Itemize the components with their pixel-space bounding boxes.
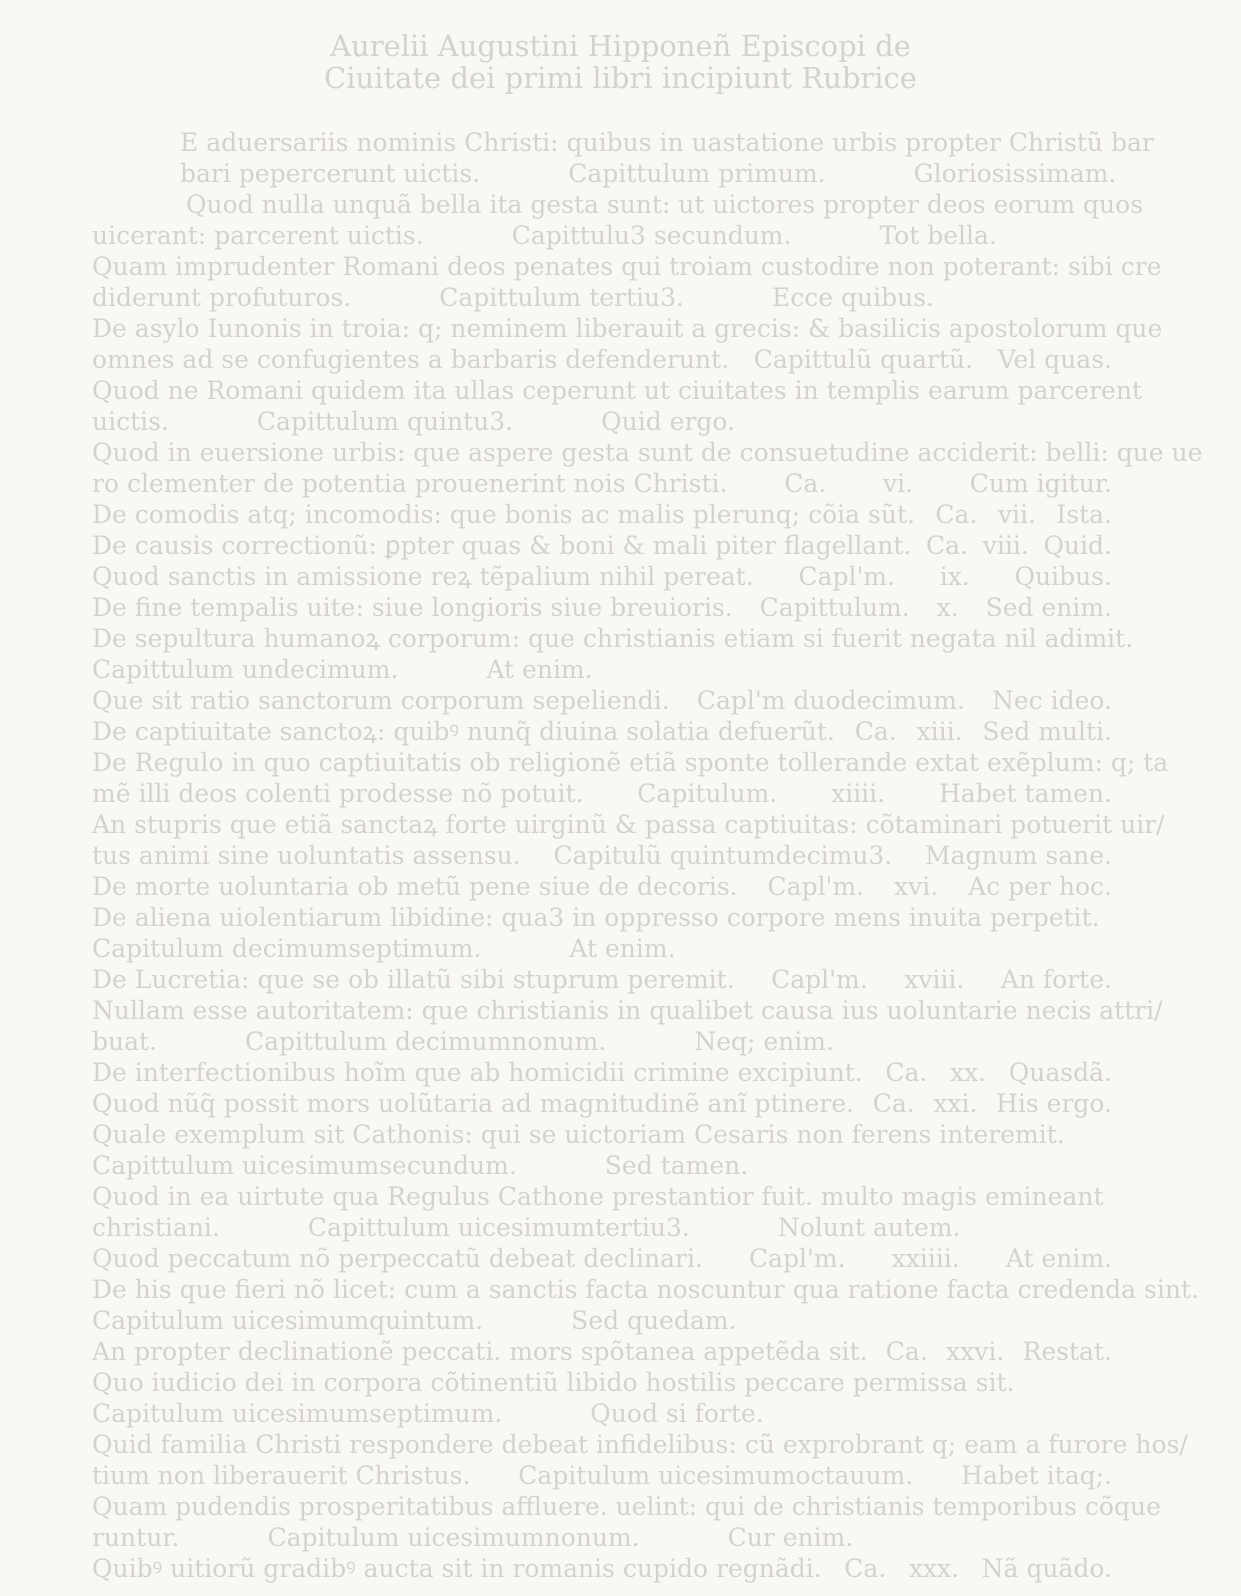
chapter-line-segment: De captiuitate sanctoꝝ: quibꝰ nunq̃ diuina solatia defuerũt.: [92, 717, 835, 746]
chapter-line-segment: De morte uoluntaria ob metũ pene siue de decoris.: [92, 872, 738, 901]
chapter-line-segment: Ca.: [885, 1058, 928, 1087]
chapter-line-segment: Quod peccatum nõ perpeccatũ debeat declinari.: [92, 1244, 703, 1273]
chapter-line-segment: uicerant: parcerent uictis.: [92, 221, 424, 250]
chapter-line-segment: Capitulum decimumseptimum.: [92, 934, 482, 963]
chapter-line: [92, 964, 1112, 995]
chapter-line-segment: E aduersariis nominis Christi: quibus in uastatione urbis propter Christũ bar: [180, 128, 1154, 157]
chapter-line-segment: Quod nũq̃ possit mors uolũtaria ad magnitudinẽ anĩ ptinere.: [92, 1089, 855, 1118]
chapter-line: [92, 623, 1134, 654]
chapter-line-segment: vii.: [997, 500, 1036, 529]
chapter-line-segment: Quod in euersione urbis: que aspere gesta sunt de consuetudine acciderit: belli: que ue: [92, 438, 1203, 467]
chapter-line-segment: Capl'm.: [749, 1244, 846, 1273]
chapter-line-segment: At enim.: [569, 934, 676, 963]
chapter-line-segment: De Lucretia: que se ob illatũ sibi stuprum peremit.: [92, 965, 735, 994]
chapter-line-segment: Capittulum primum.: [568, 159, 826, 188]
chapter-line-segment: Quid.: [1043, 531, 1112, 560]
chapter-line-segment: diderunt profuturos.: [92, 283, 352, 312]
chapter-line-segment: Capittulum tertiu3.: [439, 283, 684, 312]
chapter-line: [92, 654, 1112, 685]
chapter-line-segment: Ca.: [854, 717, 897, 746]
page-title: [0, 30, 1241, 94]
chapter-line: [92, 468, 1112, 499]
chapter-line-segment: Ista.: [1056, 500, 1112, 529]
chapter-line: [92, 561, 1112, 592]
chapter-line-segment: bari pepercerunt uictis.: [180, 159, 481, 188]
chapter-line-segment: Ca.: [935, 500, 978, 529]
chapter-list: [92, 127, 1203, 1584]
chapter-line-segment: De fine tempalis uite: siue longioris siue breuioris.: [92, 593, 733, 622]
chapter-line-segment: Sed multi.: [982, 717, 1112, 746]
chapter-line: [92, 1274, 1199, 1305]
chapter-line: [92, 1181, 1112, 1212]
chapter-line: [92, 747, 1169, 778]
chapter-line-segment: xvi.: [894, 872, 939, 901]
chapter-line-segment: Capl'm.: [798, 562, 895, 591]
chapter-line-segment: Sed quedam.: [571, 1306, 737, 1335]
chapter-line-segment: tium non liberauerit Christus.: [92, 1461, 471, 1490]
chapter-line-segment: xx.: [949, 1058, 987, 1087]
chapter-line-segment: De causis correctionũ: ꝑpter quas & boni & mali piter flagellant.: [92, 531, 912, 560]
chapter-line-segment: xxvi.: [946, 1337, 1005, 1366]
chapter-line-segment: Habet itaq;.: [961, 1461, 1112, 1490]
chapter-line-segment: Capittulum uicesimumtertiu3.: [307, 1213, 690, 1242]
chapter-line: [92, 592, 1112, 623]
chapter-line: [92, 406, 1112, 437]
chapter-line-segment: Cur enim.: [727, 1523, 854, 1552]
chapter-line-segment: Sed enim.: [985, 593, 1112, 622]
chapter-line-segment: Ca.: [784, 469, 827, 498]
chapter-line-segment: Habet tamen.: [938, 779, 1112, 808]
chapter-line-segment: viii.: [982, 531, 1029, 560]
chapter-line-segment: Capl'm duodecimum.: [696, 686, 965, 715]
chapter-line-segment: Capittulum uicesimumsecundum.: [92, 1151, 517, 1180]
chapter-line-segment: vi.: [882, 469, 914, 498]
chapter-line: [92, 1336, 1112, 1367]
chapter-line: [92, 1150, 1112, 1181]
chapter-line: [92, 778, 1112, 809]
chapter-line: [92, 1057, 1112, 1088]
chapter-line-segment: Quid familia Christi respondere debeat infidelibus: cũ exprobrant q; eam a furore hos/: [92, 1430, 1188, 1459]
chapter-line-segment: De Regulo in quo captiuitatis ob religionẽ etiã sponte tollerande extat exẽplum: q; ta: [92, 748, 1169, 777]
chapter-line-segment: Capitulum uicesimumoctauum.: [518, 1461, 914, 1490]
chapter-line-segment: At enim.: [486, 655, 593, 684]
chapter-line-segment: Cum igitur.: [969, 469, 1112, 498]
chapter-line-segment: Capitulum.: [637, 779, 778, 808]
chapter-line-segment: Quale exemplum sit Cathonis: qui se uictoriam Cesaris non ferens interemit.: [92, 1120, 1065, 1149]
chapter-line-segment: xxi.: [933, 1089, 978, 1118]
chapter-line-segment: Vel quas.: [997, 345, 1112, 374]
chapter-line-segment: Ca.: [926, 531, 969, 560]
chapter-line-segment: Sed tamen.: [604, 1151, 749, 1180]
chapter-line-segment: Capitulum uicesimumseptimum.: [92, 1399, 503, 1428]
chapter-line-segment: Quod sanctis in amissione reꝝ tẽpalium nihil pereat.: [92, 562, 754, 591]
chapter-line: [92, 902, 1112, 933]
chapter-line-segment: Nã quãdo.: [981, 1554, 1112, 1583]
chapter-line: [92, 251, 1162, 282]
chapter-line: [92, 995, 1163, 1026]
chapter-line-segment: tus animi sine uoluntatis assensu.: [92, 841, 521, 870]
chapter-line-segment: Ca.: [844, 1554, 887, 1583]
chapter-line: [92, 189, 1144, 220]
chapter-line: [92, 1026, 1112, 1057]
chapter-line: [92, 933, 1112, 964]
chapter-line: [92, 1398, 1112, 1429]
chapter-line: [92, 1491, 1161, 1522]
chapter-line-segment: De sepultura humanoꝝ corporum: que christianis etiam si fuerit negata nil adimit.: [92, 624, 1134, 653]
chapter-line-segment: ro clementer de potentia prouenerint nois Christi.: [92, 469, 728, 498]
chapter-line: [92, 1429, 1188, 1460]
chapter-line-segment: Capittulũ quartũ.: [753, 345, 974, 374]
chapter-line-segment: Magnum sane.: [925, 841, 1112, 870]
chapter-line: [92, 1305, 1112, 1336]
chapter-line: [92, 499, 1112, 530]
chapter-line: [92, 127, 1154, 158]
chapter-line: [92, 437, 1203, 468]
chapter-line-segment: Quod si forte.: [590, 1399, 764, 1428]
title-line: Ciuitate dei primi libri incipiunt Rubrice: [324, 61, 917, 95]
chapter-line-segment: Tot bella.: [879, 221, 997, 250]
chapter-line: [92, 685, 1112, 716]
chapter-line-segment: De comodis atq; incomodis: que bonis ac malis plerunq; cõia sũt.: [92, 500, 915, 529]
chapter-line: [92, 530, 1112, 561]
chapter-line-segment: Capitulum uicesimumnonum.: [267, 1523, 640, 1552]
chapter-line-segment: Capittulum undecimum.: [92, 655, 399, 684]
chapter-line-segment: Capitulũ quintumdecimu3.: [553, 841, 893, 870]
chapter-line: [92, 871, 1112, 902]
chapter-line-segment: At enim.: [1005, 1244, 1112, 1273]
chapter-line: [92, 1243, 1112, 1274]
chapter-line: [92, 344, 1112, 375]
chapter-line-segment: Capitulum uicesimumquintum.: [92, 1306, 484, 1335]
chapter-line-segment: ix.: [939, 562, 970, 591]
chapter-line-segment: Ecce quibus.: [772, 283, 934, 312]
chapter-line-segment: Neq; enim.: [694, 1027, 834, 1056]
chapter-line-segment: De aliena uiolentiarum libidine: qua3 in oppresso corpore mens inuita perpetit.: [92, 903, 1100, 932]
chapter-line-segment: christiani.: [92, 1213, 220, 1242]
chapter-line-segment: Capittulum quintu3.: [256, 407, 514, 436]
chapter-line-segment: x.: [936, 593, 959, 622]
chapter-line-segment: An forte.: [1000, 965, 1112, 994]
chapter-line-segment: xiiii.: [831, 779, 886, 808]
chapter-line: [92, 1553, 1112, 1584]
chapter-line-segment: Nullam esse autoritatem: que christianis in qualibet causa ius uoluntarie necis attri/: [92, 996, 1163, 1025]
chapter-line: [92, 313, 1163, 344]
chapter-line-segment: Restat.: [1022, 1337, 1112, 1366]
chapter-line-segment: De interfectionibus hoĩm que ab homicidii crimine excipiunt.: [92, 1058, 863, 1087]
chapter-line-segment: De his que fieri nõ licet: cum a sanctis facta noscuntur qua ratione facta credenda sint.: [92, 1275, 1199, 1304]
chapter-line-segment: Nolunt autem.: [777, 1213, 961, 1242]
chapter-line: [92, 840, 1112, 871]
chapter-line: [92, 1522, 1112, 1553]
chapter-line: [92, 1088, 1112, 1119]
chapter-line-segment: xviii.: [904, 965, 965, 994]
chapter-line-segment: Quod in ea uirtute qua Regulus Cathone prestantior fuit. multo magis emineant: [92, 1182, 1104, 1211]
title-line: Aurelii Augustini Hipponeñ Episcopi de: [330, 29, 911, 63]
chapter-line: [92, 158, 1117, 189]
chapter-line-segment: Capittulu3 secundum.: [511, 221, 792, 250]
chapter-line-segment: xiii.: [916, 717, 963, 746]
chapter-line-segment: An propter declinationẽ peccati. mors spõtanea appetẽda sit.: [92, 1337, 868, 1366]
chapter-line-segment: Quam imprudenter Romani deos penates qui troiam custodire non poterant: sibi cre: [92, 252, 1162, 281]
chapter-line-segment: Capittulum.: [759, 593, 910, 622]
chapter-line-segment: Quasdã.: [1008, 1058, 1112, 1087]
chapter-line-segment: Capl'm.: [767, 872, 865, 901]
chapter-line-segment: De asylo Iunonis in troia: q; neminem liberauit a grecis: & basilicis apostolorum que: [92, 314, 1163, 343]
chapter-line-segment: Capittulum decimumnonum.: [245, 1027, 607, 1056]
chapter-line-segment: Quo iudicio dei in corpora cõtinentiũ libido hostilis peccare permissa sit.: [92, 1368, 1015, 1397]
chapter-line: [92, 220, 1112, 251]
chapter-line: [92, 1119, 1112, 1150]
chapter-line: [92, 1367, 1112, 1398]
chapter-line-segment: Nec ideo.: [992, 686, 1112, 715]
chapter-line-segment: omnes ad se confugientes a barbaris defenderunt.: [92, 345, 730, 374]
chapter-line-segment: xxx.: [908, 1554, 960, 1583]
chapter-line-segment: runtur.: [92, 1523, 180, 1552]
chapter-line-segment: buat.: [92, 1027, 158, 1056]
chapter-line-segment: Gloriosissimam.: [913, 159, 1117, 188]
chapter-line-segment: Quod ne Romani quidem ita ullas ceperunt ut ciuitates in templis earum parcerent: [92, 376, 1142, 405]
chapter-line: [92, 1460, 1112, 1491]
chapter-line-segment: His ergo.: [996, 1089, 1112, 1118]
chapter-line-segment: An stupris que etiã sanctaꝝ forte uirginũ & passa captiuitas: cõtaminari potuerit uir/: [92, 810, 1165, 839]
chapter-line: [92, 809, 1165, 840]
chapter-line-segment: Quod nulla unquã bella ita gesta sunt: ut uictores propter deos eorum quos: [186, 190, 1144, 219]
chapter-line-segment: Quibus.: [1014, 562, 1112, 591]
chapter-line-segment: Quibꝰ uitiorũ gradibꝰ aucta sit in romanis cupido regnãdi.: [92, 1554, 822, 1583]
chapter-line: [92, 282, 1112, 313]
chapter-line: [92, 1212, 1112, 1243]
chapter-line: [92, 375, 1142, 406]
chapter-line-segment: Capl'm.: [771, 965, 868, 994]
chapter-line-segment: Quam pudendis prosperitatibus affluere. uelint: qui de christianis temporibus cõque: [92, 1492, 1161, 1521]
chapter-line-segment: Que sit ratio sanctorum corporum sepeliendi.: [92, 686, 670, 715]
chapter-line-segment: xxiiii.: [891, 1244, 960, 1273]
chapter-line: [92, 716, 1112, 747]
chapter-line-segment: uictis.: [92, 407, 169, 436]
chapter-line-segment: Quid ergo.: [601, 407, 735, 436]
chapter-line-segment: mẽ illi deos colenti prodesse nõ potuit.: [92, 779, 584, 808]
chapter-line-segment: Ca.: [885, 1337, 928, 1366]
chapter-line-segment: Ca.: [872, 1089, 915, 1118]
chapter-line-segment: Ac per hoc.: [968, 872, 1112, 901]
